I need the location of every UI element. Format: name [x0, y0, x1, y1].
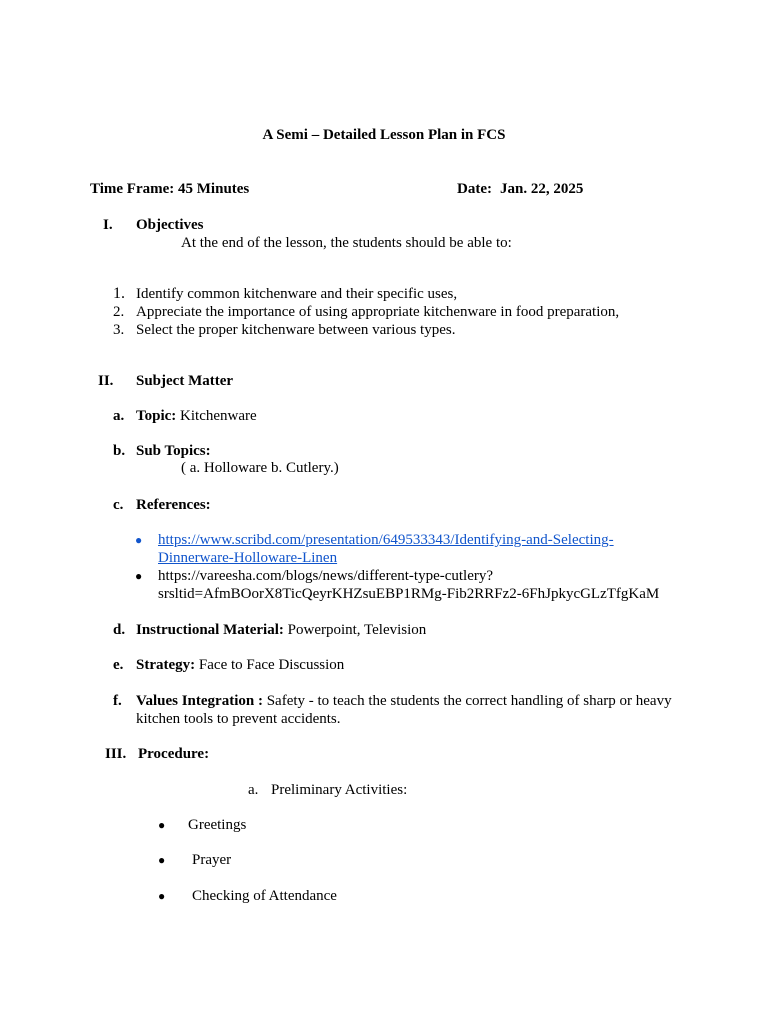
activity-item: Prayer	[192, 852, 232, 868]
instructional-material-value: Powerpoint, Television	[287, 622, 427, 638]
objective-number: 2.	[113, 304, 125, 320]
references-letter: c.	[113, 497, 124, 513]
bullet-icon: ●	[158, 853, 166, 867]
reference-url-vareesha-cont: srsltid=AfmBOorX8TicQeyrKHZsuEBP1RMg-Fib2RRFz2-6FhJpkycGLzTfgKaM	[158, 586, 660, 602]
sub-topics-value: ( a. Holloware b. Cutlery.)	[181, 460, 339, 476]
activity-item: Greetings	[188, 817, 247, 833]
preliminary-heading: Preliminary Activities:	[271, 782, 408, 798]
objectives-numeral: I.	[103, 217, 113, 233]
activity-item: Checking of Attendance	[192, 888, 337, 904]
topic-label: Topic:	[136, 408, 177, 424]
strategy-value: Face to Face Discussion	[198, 657, 345, 673]
objective-number: 1.	[113, 285, 125, 302]
reference-url-vareesha: https://vareesha.com/blogs/news/different-type-cutlery?	[158, 568, 494, 584]
values-integration-letter: f.	[113, 693, 122, 709]
topic-value: Kitchenware	[180, 408, 257, 424]
strategy-letter: e.	[113, 657, 124, 673]
bullet-icon: ●	[158, 818, 166, 832]
instructional-material-letter: d.	[113, 622, 126, 638]
values-integration-row	[136, 692, 672, 710]
reference-link-scribd-cont[interactable]: Dinnerware-Holloware-Linen	[158, 550, 338, 566]
preliminary-letter: a.	[248, 782, 259, 798]
objective-item: Select the proper kitchenware between various types.	[136, 322, 456, 338]
procedure-numeral: III.	[105, 746, 127, 762]
instructional-material-label: Instructional Material:	[136, 622, 284, 638]
values-integration-value: Safety - to teach the students the correct handling of sharp or heavy	[266, 693, 672, 709]
date-label: Date:	[457, 181, 492, 197]
values-integration-label: Values Integration :	[136, 693, 263, 709]
subject-matter-heading: Subject Matter	[136, 373, 234, 389]
values-integration-value-cont: kitchen tools to prevent accidents.	[136, 711, 341, 727]
objective-item: Appreciate the importance of using appropriate kitchenware in food preparation,	[136, 304, 620, 320]
topic-letter: a.	[113, 408, 125, 424]
strategy-row	[136, 656, 344, 674]
time-frame: Time Frame: 45 Minutes	[90, 181, 250, 197]
sub-topics-label: Sub Topics:	[136, 443, 211, 459]
bullet-icon: ●	[135, 533, 143, 547]
subject-matter-numeral: II.	[98, 373, 114, 389]
reference-link-scribd[interactable]: https://www.scribd.com/presentation/649533343/Identifying-and-Selecting-	[158, 532, 614, 548]
instructional-material-row	[136, 621, 426, 639]
sub-topics-letter: b.	[113, 443, 126, 459]
topic-row	[136, 407, 257, 425]
bullet-icon: ●	[158, 889, 166, 903]
objectives-intro: At the end of the lesson, the students should be able to:	[181, 235, 512, 251]
strategy-label: Strategy:	[136, 657, 196, 673]
objective-item: Identify common kitchenware and their specific uses,	[136, 286, 458, 302]
date-value: Jan. 22, 2025	[500, 181, 584, 197]
objectives-heading: Objectives	[136, 217, 204, 233]
bullet-icon: ●	[135, 569, 143, 583]
references-label: References:	[136, 497, 211, 513]
objective-number: 3.	[113, 322, 125, 338]
page-title: A Semi – Detailed Lesson Plan in FCS	[262, 127, 506, 143]
procedure-heading: Procedure:	[138, 746, 210, 762]
